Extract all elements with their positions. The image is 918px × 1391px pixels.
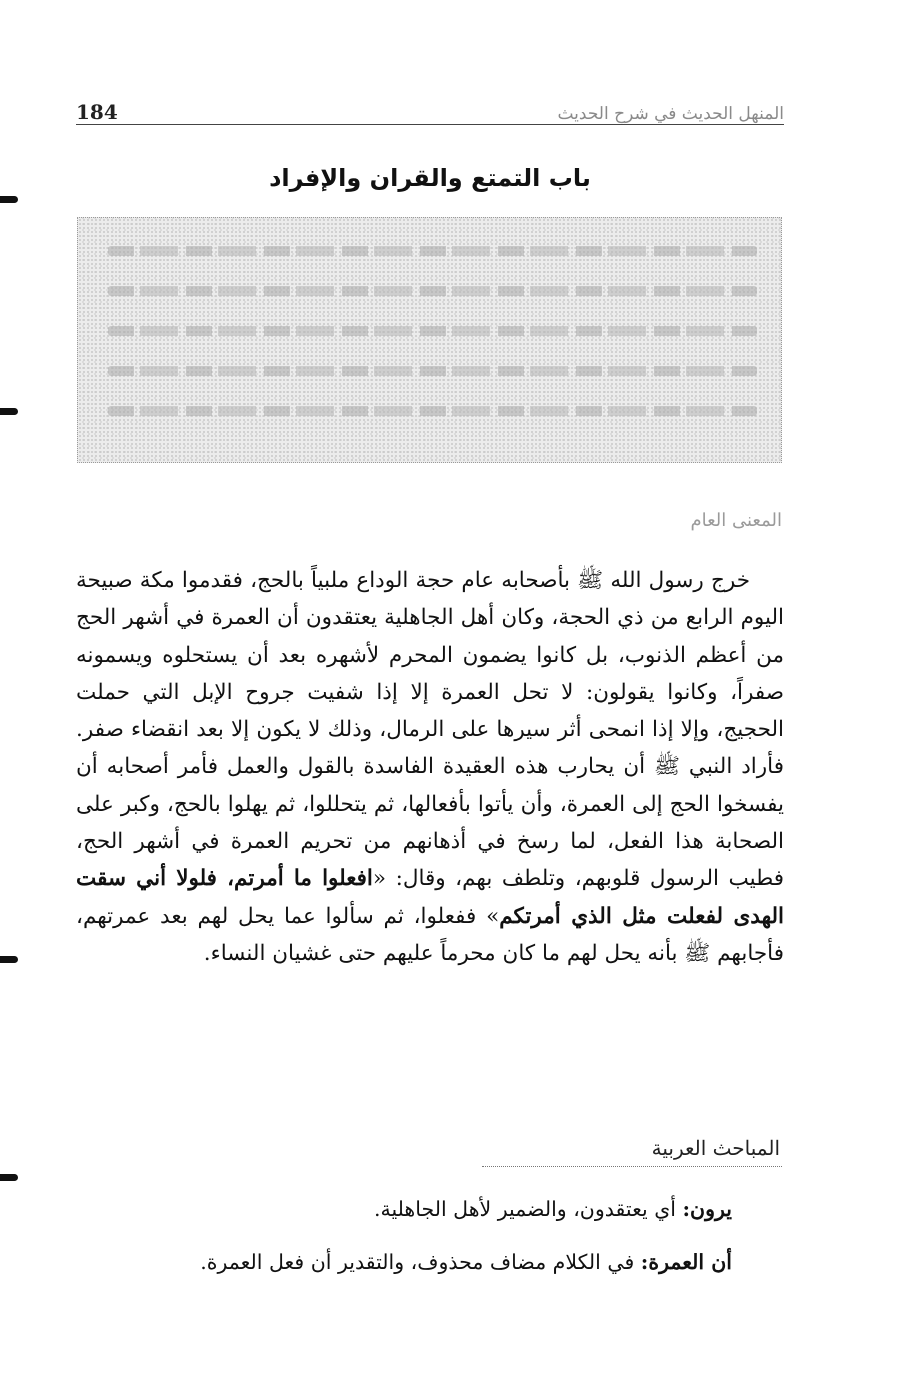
faded-hadith-box: [77, 217, 782, 463]
margin-mark: [0, 408, 18, 415]
hadith-line: [108, 286, 757, 296]
header-rule: [76, 124, 784, 125]
hadith-line: [108, 366, 757, 376]
hadith-line: [108, 406, 757, 416]
body-paragraph: [76, 562, 784, 972]
hadith-text-lines: [108, 246, 757, 446]
chapter-title: باب التمتع والقران والإفراد: [269, 164, 591, 192]
running-title: المنهل الحديث في شرح الحديث: [557, 104, 784, 124]
vocab-entry: [374, 1197, 732, 1221]
heading-underline: [482, 1166, 782, 1167]
page-number: 184: [76, 100, 118, 124]
body-text-part-1: خرج رسول الله ﷺ بأصحابه عام حجة الوداع ملبياً بالحج، فقدموا مكة صبيحة اليوم الرابع من ذي الحجة، وكان أهل الجاهلية يعتقدون أن العمرة في أشهر الحج من أعظم الذنوب، بل كانوا يضمون المحرم لأشهره بعد أن يستحلوه ويسمونه صفراً، وكانوا يقولون: لا تحل العمرة إلا إذا شفيت جروح الإبل التي حملت الحجيج، وإلا إذا انمحى أثر سيرها على الرمال، وذلك لا يكون إلا بعد انقضاء صفر. فأراد النبي ﷺ أن يحارب هذه العقيدة الفاسدة بالقول والعمل فأمر أصحابه أن يفسخوا الحج إلى العمرة، وأن يأتوا بأفعالها، ثم يتحللوا، ثم يهلوا بالحج، وكبر على الصحابة هذا الفعل، لما رسخ في أذهانهم من تحريم العمرة في أشهر الحج، فطيب الرسول قلوبهم، وتلطف بهم، وقال: «: [76, 568, 785, 892]
margin-mark: [0, 196, 18, 203]
body-text-part-2: » ففعلوا، ثم سألوا عما يحل لهم بعد عمرتهم، فأجابهم ﷺ بأنه يحل لهم ما كان محرماً عليهم حتى غشيان النساء.: [76, 903, 784, 966]
running-header: [76, 88, 784, 124]
prophet-quote: افعلوا ما أمرتم، فلولا أني سقت الهدى لفعلت مثل الذي أمرتكم: [76, 866, 785, 929]
vocab-explanation: أي يعتقدون، والضمير لأهل الجاهلية.: [373, 1197, 683, 1221]
vocab-explanation: في الكلام مضاف محذوف، والتقدير أن فعل العمرة.: [200, 1250, 641, 1274]
margin-mark: [0, 1174, 18, 1181]
vocab-term: يرون:: [682, 1197, 732, 1221]
margin-mark: [0, 956, 18, 963]
hadith-line: [108, 326, 757, 336]
hadith-line: [108, 246, 757, 256]
vocab-term: أن العمرة:: [640, 1250, 732, 1274]
arabic-studies-heading: المباحث العربية: [651, 1136, 780, 1160]
vocab-entry: [200, 1250, 732, 1274]
general-meaning-heading: المعنى العام: [690, 510, 782, 531]
